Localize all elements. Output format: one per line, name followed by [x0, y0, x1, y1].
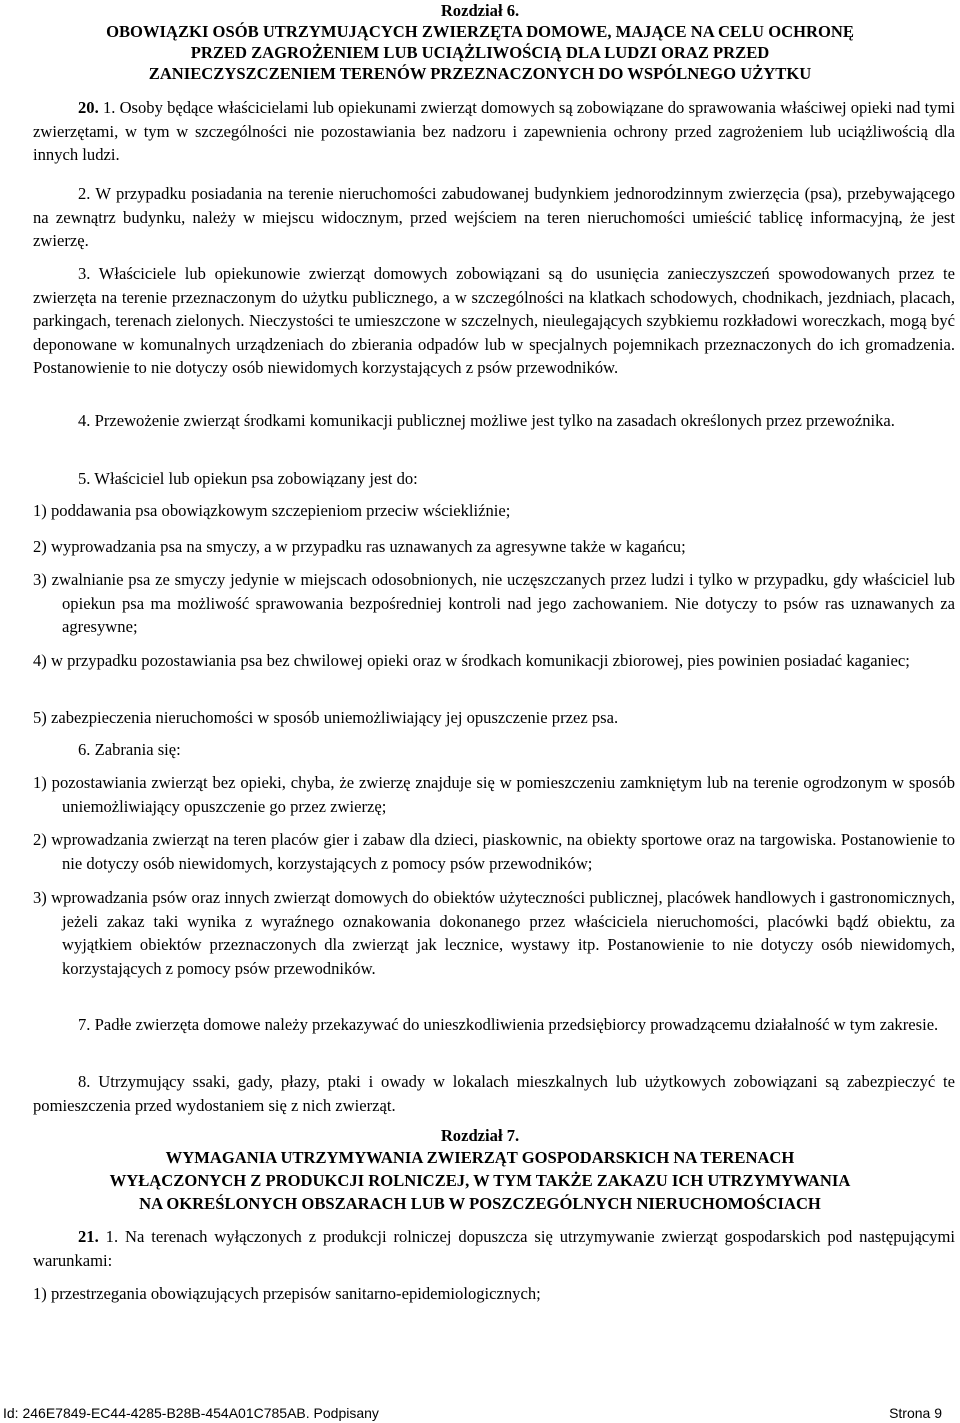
paragraph-20-4: [33, 409, 955, 433]
page-number: Strona 9: [889, 1405, 942, 1421]
list-item: 5) zabezpieczenia nieruchomości w sposób uniemożliwiający jej opuszczenie przez psa.: [33, 708, 619, 727]
list-item: 1) pozostawiania zwierząt bez opieki, chyba, że zwierzę znajduje się w pomieszczeniu zamkniętym lub na terenie ogrodzonym w sposób uniemożliwiający opuszczenie go przez zwierzę;: [33, 773, 955, 816]
paragraph-20-5: [33, 467, 955, 491]
chapter-6-title-line-3: ZANIECZYSZCZENIEM TERENÓW PRZEZNACZONYCH DO WSPÓLNEGO UŻYTKU: [148, 64, 812, 83]
paragraph-20-1-text: 1. Osoby będące właścicielami lub opiekunami zwierząt domowych są zobowiązane do sprawowania właściwej opieki nad tymi zwierzętami, w tym w szczególności nie pozostawiania bez nadzoru i zapewnienia ochrony przed zagrożeniem lub uciążliwością dla innych ludzi.: [33, 98, 955, 164]
chapter-7-label: Rozdział 7.: [440, 1126, 520, 1145]
list-item: 2) wyprowadzania psa na smyczy, a w przypadku ras uznawanych za agresywne także w kagańcu;: [33, 537, 686, 556]
paragraph-20-8-text: 8. Utrzymujący ssaki, gady, płazy, ptaki i owady w lokalach mieszkalnych lub użytkowych zobowiązani są zabezpieczyć te pomieszczenia przed wydostaniem się z nich zwierząt.: [33, 1072, 955, 1115]
paragraph-20-2-text: 2. W przypadku posiadania na terenie nieruchomości zabudowanej budynkiem jednorodzinnym zwierzęcia (psa), przebywającego na zewnątrz budynku, należy w miejscu widocznym, przed wejściem na teren nieruchomości umieścić tablicę informacyjną, że jest zwierzę.: [33, 184, 955, 250]
paragraph-20-3: [33, 262, 955, 380]
section-number-21: 21.: [78, 1227, 99, 1246]
paragraph-20-6: [33, 738, 955, 762]
section-number-20: 20.: [78, 98, 99, 117]
document-id: Id: 246E7849-EC44-4285-B28B-454A01C785AB. Podpisany: [3, 1405, 379, 1421]
chapter-7-title-line-1: WYMAGANIA UTRZYMYWANIA ZWIERZĄT GOSPODARSKICH NA TERENACH: [165, 1148, 795, 1167]
list-item: 3) zwalnianie psa ze smyczy jedynie w miejscach odosobnionych, nie uczęszczanych przez ludzi i tylko w przypadku, gdy właściciel lub opiekun psa ma możliwość sprawowania bezpośredniej kontroli nad jego zachowaniem. Nie dotyczy to psów ras uznawanych za agresywne;: [33, 570, 955, 636]
list-item: 3) wprowadzania psów oraz innych zwierząt domowych do obiektów użyteczności publicznej, placówek handlowych i gastronomicznych, jeżeli zakaz taki wynika z wyraźnego oznakowania dokonanego przez właściciela nieruchomości, placówki bądź obiektu, za wyjątkiem obiektów przeznaczonych dla zwierząt jak lecznice, wystawy itp. Postanowienie to nie dotyczy osób niewidomych, korzystających z pomocy psów przewodników.: [33, 888, 955, 978]
list-item: 4) w przypadku pozostawiania psa bez chwilowej opieki oraz w środkach komunikacji zbiorowej, pies powinien posiadać kaganiec;: [33, 651, 910, 670]
chapter-6-title-line-1: OBOWIĄZKI OSÓB UTRZYMUJĄCYCH ZWIERZĘTA DOMOWE, MAJĄCE NA CELU OCHRONĘ: [106, 22, 854, 41]
chapter-6-title-line-2: PRZED ZAGROŻENIEM LUB UCIĄŻLIWOŚCIĄ DLA LUDZI ORAZ PRZED: [190, 43, 770, 62]
chapter-6-label: Rozdział 6.: [440, 1, 520, 20]
list-item: 1) poddawania psa obowiązkowym szczepieniom przeciw wściekliźnie;: [33, 501, 511, 520]
paragraph-20-6-text: 6. Zabrania się:: [78, 740, 181, 759]
paragraph-21-1-text: 1. Na terenach wyłączonych z produkcji rolniczej dopuszcza się utrzymywanie zwierząt gospodarskich pod następującymi warunkami:: [33, 1227, 955, 1270]
paragraph-20-3-text: 3. Właściciele lub opiekunowie zwierząt domowych zobowiązani są do usunięcia zanieczyszczeń spowodowanych przez te zwierzęta na terenie przeznaczonym do użytku publicznego, a w szczególności na klatkach schodowych, chodnikach, jezdniach, placach, parkingach, terenach zielonych. Nieczystości te umieszczone w szczelnych, nieulegających szybkiemu rozkładowi woreczkach, mogą być deponowane w komunalnych urządzeniach do zbierania odpadów lub w specjalnych pojemnikach przeznaczonych do ich gromadzenia. Postanowienie to nie dotyczy osób niewidomych korzystających z psów przewodników.: [33, 264, 955, 377]
paragraph-20-7: [33, 1013, 955, 1037]
paragraph-20-7-text: 7. Padłe zwierzęta domowe należy przekazywać do unieszkodliwienia przedsiębiorcy prowadzącemu działalność w tym zakresie.: [78, 1015, 939, 1034]
chapter-7-title-line-3: NA OKREŚLONYCH OBSZARACH LUB W POSZCZEGÓLNYCH NIERUCHOMOŚCIACH: [139, 1194, 821, 1213]
paragraph-20-5-text: 5. Właściciel lub opiekun psa zobowiązany jest do:: [78, 469, 418, 488]
paragraph-20-8: [33, 1070, 955, 1117]
paragraph-20-4-text: 4. Przewożenie zwierząt środkami komunikacji publicznej możliwe jest tylko na zasadach określonych przez przewoźnika.: [78, 411, 895, 430]
page-footer: [0, 1404, 960, 1423]
chapter-7-title-line-2: WYŁĄCZONYCH Z PRODUKCJI ROLNICZEJ, W TYM TAKŻE ZAKAZU ICH UTRZYMYWANIA: [109, 1171, 851, 1190]
paragraph-20-1: [33, 96, 955, 167]
paragraph-20-2: [33, 182, 955, 253]
paragraph-21-1: [33, 1225, 955, 1272]
list-item: 1) przestrzegania obowiązujących przepisów sanitarno-epidemiologicznych;: [33, 1284, 541, 1303]
list-item: 2) wprowadzania zwierząt na teren placów gier i zabaw dla dzieci, piaskownic, na obiekty sportowe oraz na targowiska. Postanowienie to nie dotyczy osób niewidomych, korzystających z pomocy psów przewodników;: [33, 830, 955, 873]
